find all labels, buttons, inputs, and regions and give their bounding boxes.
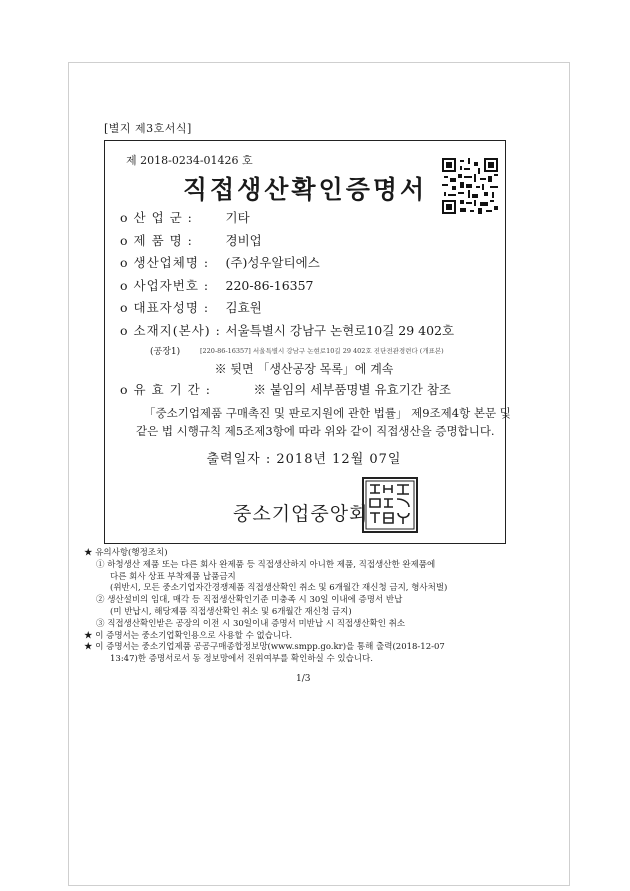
- bullet-icon: o: [120, 323, 128, 338]
- form-label: [별지 제3호서식]: [104, 122, 192, 135]
- certificate-title: 직접생산확인증명서: [182, 175, 428, 204]
- note-item: (위반시, 모든 중소기업자간경쟁제품 직접생산확인 취소 및 6개월간 재신청 금지, 형사처벌): [110, 583, 448, 594]
- note-item: ③ 직접생산확인받은 공장의 이전 시 30일이내 증명서 미반납 시 직접생산확인 취소: [96, 618, 406, 629]
- certificate-number: 제 2018-0234-01426 호: [126, 154, 253, 167]
- field-row-representative: o 대표자성명 : 김효원: [120, 300, 262, 315]
- bullet-icon: o: [120, 233, 128, 248]
- official-seal-icon: [362, 477, 418, 533]
- field-row-validity: o 유 효 기 간 : ※ 붙임의 세부품명별 유효기간 참조: [120, 382, 451, 397]
- qr-code-icon: [442, 158, 498, 214]
- field-row-business-number: o 사업자번호 : 220-86-16357: [120, 278, 314, 293]
- field-row-company: o 생산업체명 : (주)성우알티에스: [120, 255, 320, 270]
- note-item: ★ 이 증명서는 중소기업제품 공공구매종합정보망(www.smpp.go.kr)을 통해 출력(2018-12-07: [84, 642, 445, 653]
- legal-text-line-1: 「중소기업제품 구매촉진 및 판로지원에 관한 법률」 제9조제4항 본문 및: [144, 406, 511, 420]
- page-number: 1/3: [296, 674, 311, 684]
- continued-note: ※ 뒷면 「생산공장 목록」에 계속: [214, 362, 394, 376]
- note-item: ① 하청생산 제품 또는 다른 회사 완제품 등 직접생산하지 아니한 제품, 직접생산한 완제품에: [96, 559, 436, 570]
- issuer-name: 중소기업중앙회: [233, 503, 369, 525]
- issue-date: 출력일자 : 2018년 12월 07일: [206, 452, 402, 467]
- legal-text-line-2: 같은 법 시행규칙 제5조제3항에 따라 위와 같이 직접생산을 증명합니다.: [136, 424, 495, 438]
- factory-label: (공장1): [150, 347, 181, 357]
- factory-detail: [220-86-16357] 서울특별시 강남구 논현로10길 29 402호 진단전관경련다 (개표본): [200, 347, 444, 355]
- notes-section: [84, 548, 554, 666]
- bullet-icon: o: [120, 278, 128, 293]
- note-item: ② 생산설비의 임대, 매각 등 직접생산확인기준 미충족 시 30일 이내에 증명서 반납: [96, 595, 403, 606]
- bullet-icon: o: [120, 300, 128, 315]
- note-item: 13:47)한 증명서로서 동 정보망에서 진위여부를 확인하실 수 있습니다.: [110, 654, 373, 665]
- notes-heading: ★ 유의사항(행정조치): [84, 548, 168, 558]
- field-row-address: o 소재지(본사) : 서울특별시 강남구 논현로10길 29 402호: [120, 323, 455, 338]
- field-row-industry: o 산 업 군 : 기타: [120, 210, 250, 225]
- field-row-product: o 제 품 명 : 경비업: [120, 233, 262, 248]
- note-item: (미 반납시, 해당제품 직접생산확인 취소 및 6개월간 재신청 금지): [110, 606, 352, 617]
- bullet-icon: o: [120, 210, 128, 225]
- bullet-icon: o: [120, 255, 128, 270]
- bullet-icon: o: [120, 382, 128, 397]
- note-item: 다른 회사 상표 부착제품 납품금지: [110, 571, 236, 582]
- note-item: ★ 이 증명서는 중소기업확인용으로 사용할 수 없습니다.: [84, 630, 293, 641]
